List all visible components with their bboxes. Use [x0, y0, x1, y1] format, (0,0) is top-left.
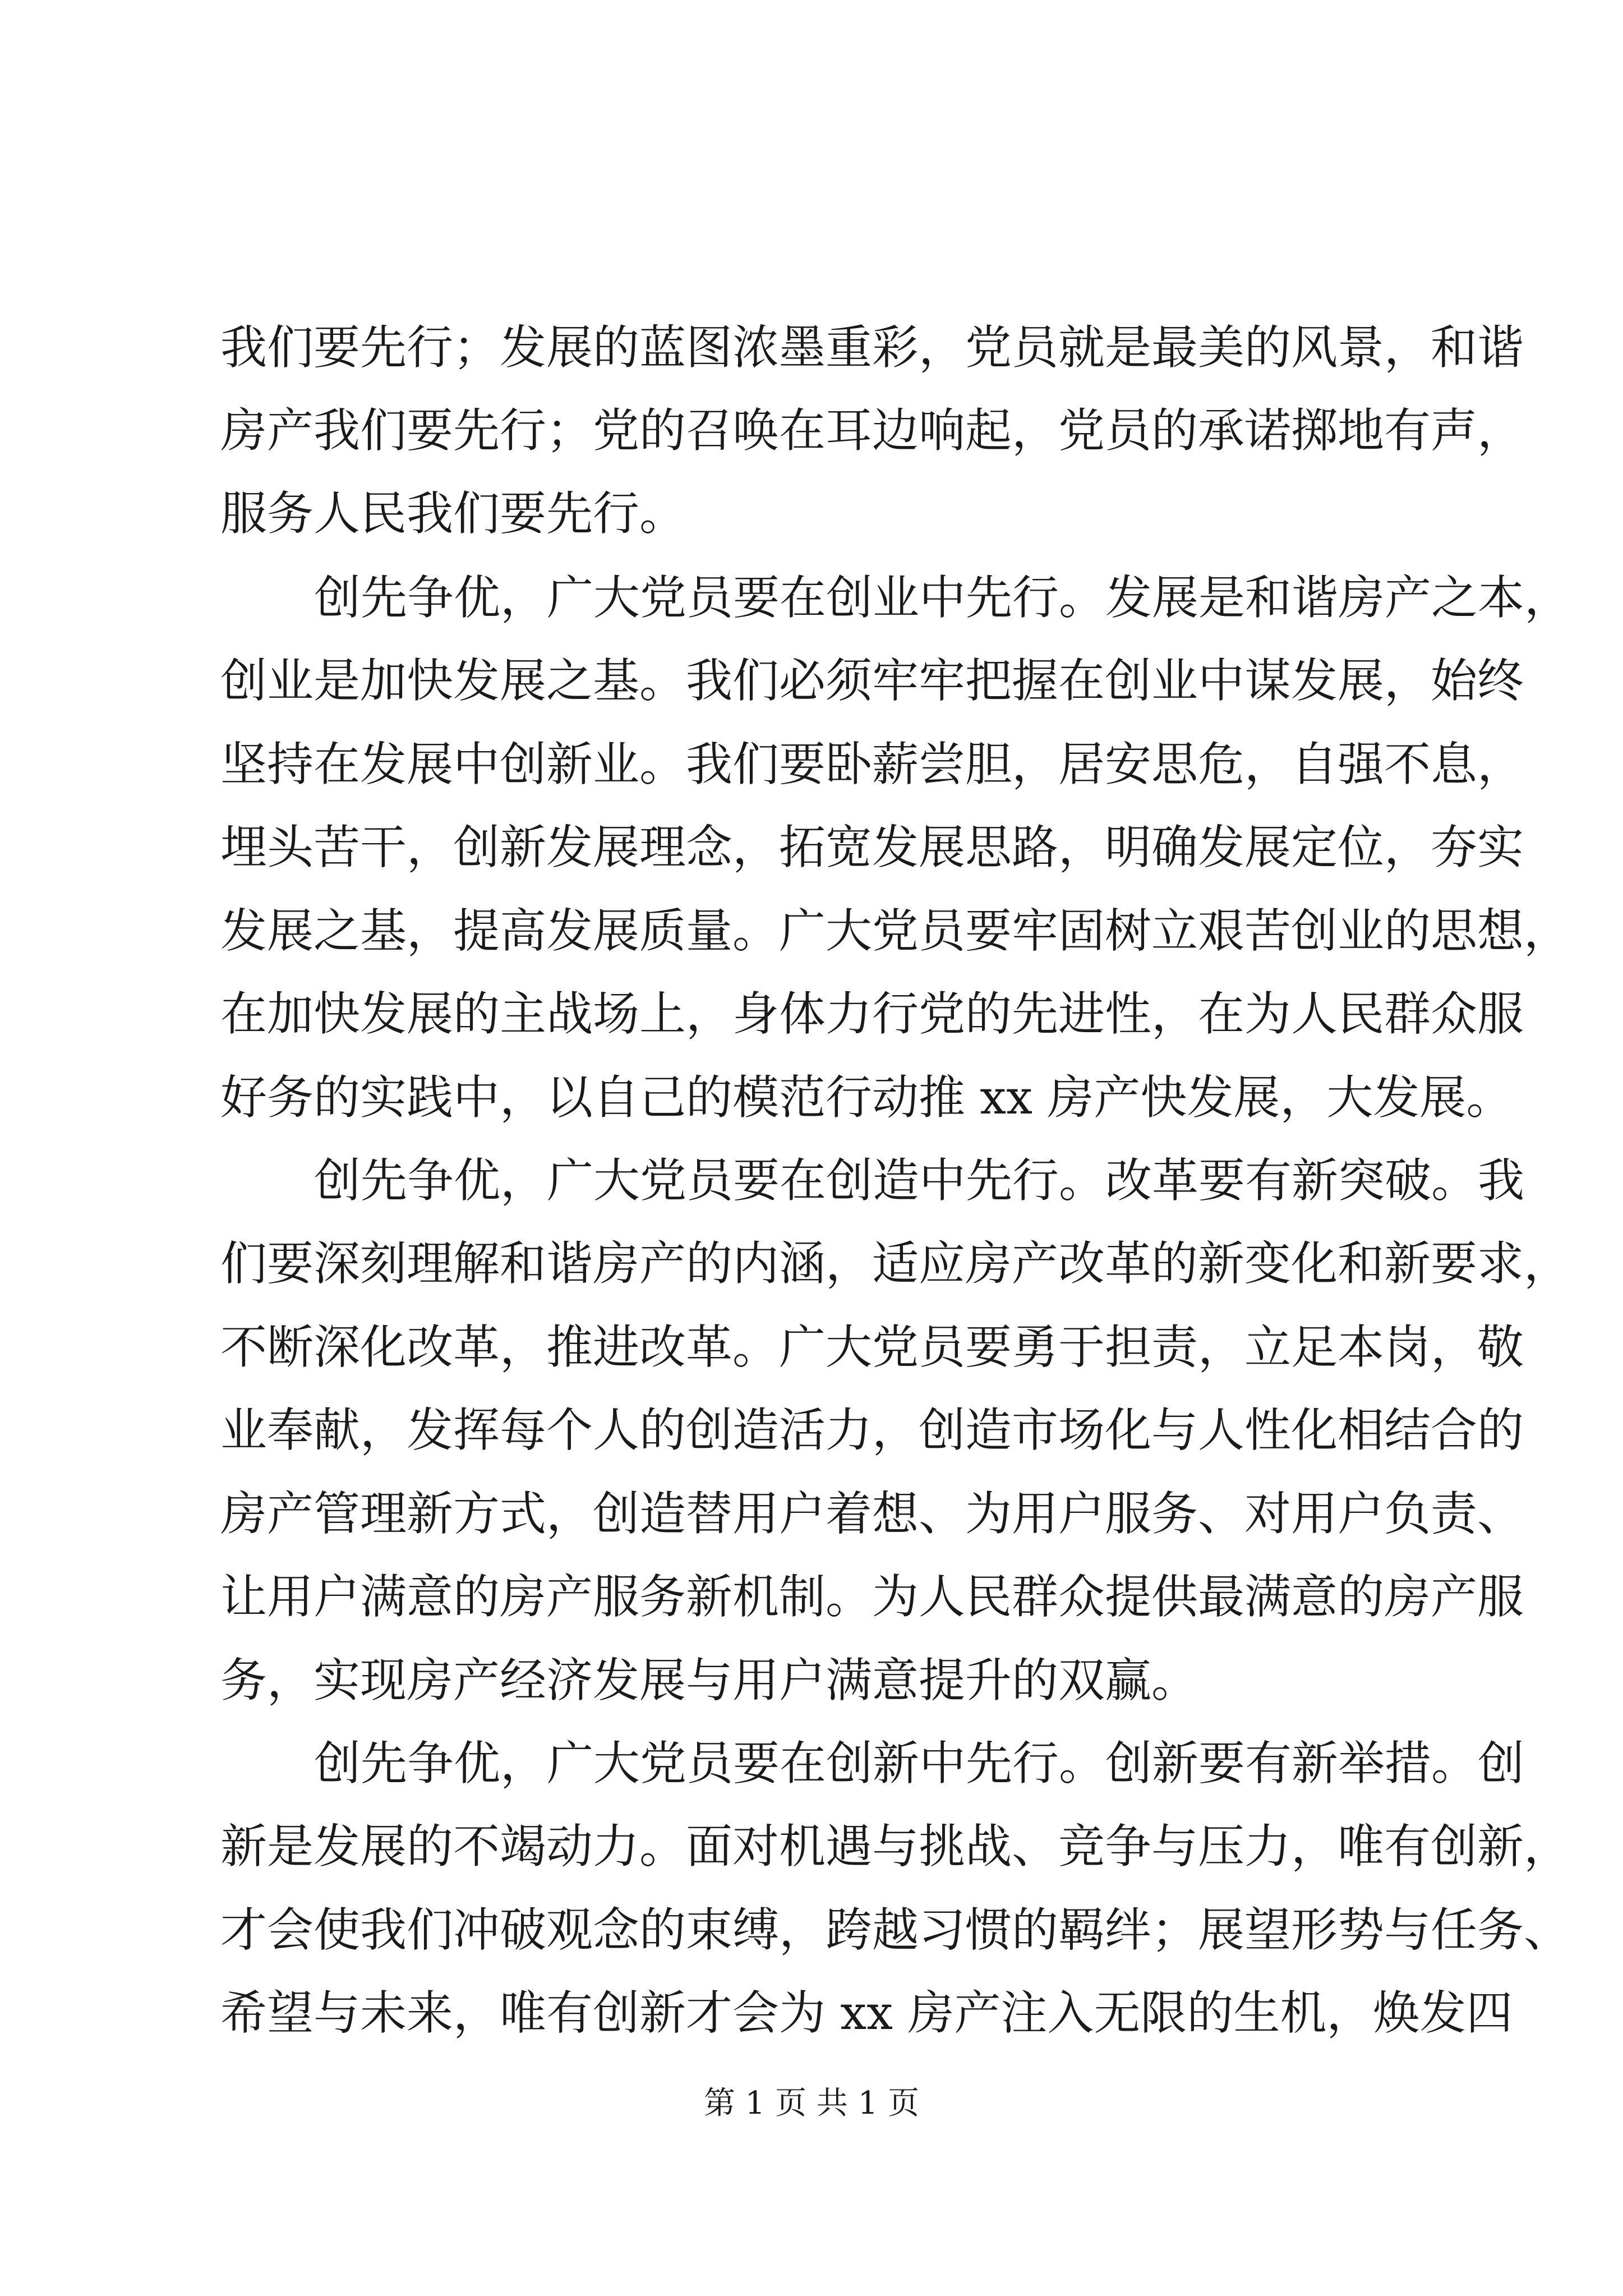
text-line: 们要深刻理解和谐房产的内涵，适应房产改革的新变化和新要求，	[220, 1236, 1570, 1291]
text-line: 我们要先行；发展的蓝图浓墨重彩，党员就是最美的风景，和谐	[220, 320, 1524, 375]
text-line: 好务的实践中，以自己的模范行动推 xx 房产快发展，大发展。	[220, 1070, 1513, 1125]
text-line: 房产我们要先行；党的召唤在耳边响起，党员的承诺掷地有声，	[220, 403, 1524, 458]
text-line: 埋头苦干，创新发展理念，拓宽发展思路，明确发展定位，夯实	[220, 820, 1524, 875]
text-line: 服务人民我们要先行。	[220, 486, 686, 541]
text-line: 不断深化改革，推进改革。广大党员要勇于担责，立足本岗，敬	[220, 1320, 1524, 1374]
text-line: 才会使我们冲破观念的束缚，跨越习惯的羁绊；展望形势与任务、	[220, 1903, 1570, 1957]
text-line: 房产管理新方式，创造替用户着想、为用户服务、对用户负责、	[220, 1487, 1524, 1541]
text-line: 在加快发展的主战场上，身体力行党的先进性，在为人民群众服	[220, 987, 1524, 1041]
text-line: 发展之基，提高发展质量。广大党员要牢固树立艰苦创业的思想，	[220, 904, 1570, 958]
text-line: 务，实现房产经济发展与用户满意提升的双赢。	[220, 1653, 1198, 1708]
text-line: 坚持在发展中创新业。我们要卧薪尝胆，居安思危，自强不息，	[220, 737, 1524, 792]
text-line: 让用户满意的房产服务新机制。为人民群众提供最满意的房产服	[220, 1570, 1524, 1624]
paragraph-first-line: 创先争优，广大党员要在创新中先行。创新要有新举措。创	[314, 1736, 1524, 1791]
text-line: 希望与未来，唯有创新才会为 xx 房产注入无限的生机，焕发四	[220, 1986, 1513, 2040]
text-line: 新是发展的不竭动力。面对机遇与挑战、竞争与压力，唯有创新，	[220, 1819, 1570, 1874]
text-line: 创业是加快发展之基。我们必须牢牢把握在创业中谋发展，始终	[220, 654, 1524, 708]
page-number-footer: 第 1 页 共 1 页	[703, 2085, 920, 2122]
text-line: 业奉献，发挥每个人的创造活力，创造市场化与人性化相结合的	[220, 1403, 1524, 1457]
paragraph-first-line: 创先争优，广大党员要在创业中先行。发展是和谐房产之本，	[314, 570, 1571, 625]
paragraph-first-line: 创先争优，广大党员要在创造中先行。改革要有新突破。我	[314, 1153, 1524, 1208]
